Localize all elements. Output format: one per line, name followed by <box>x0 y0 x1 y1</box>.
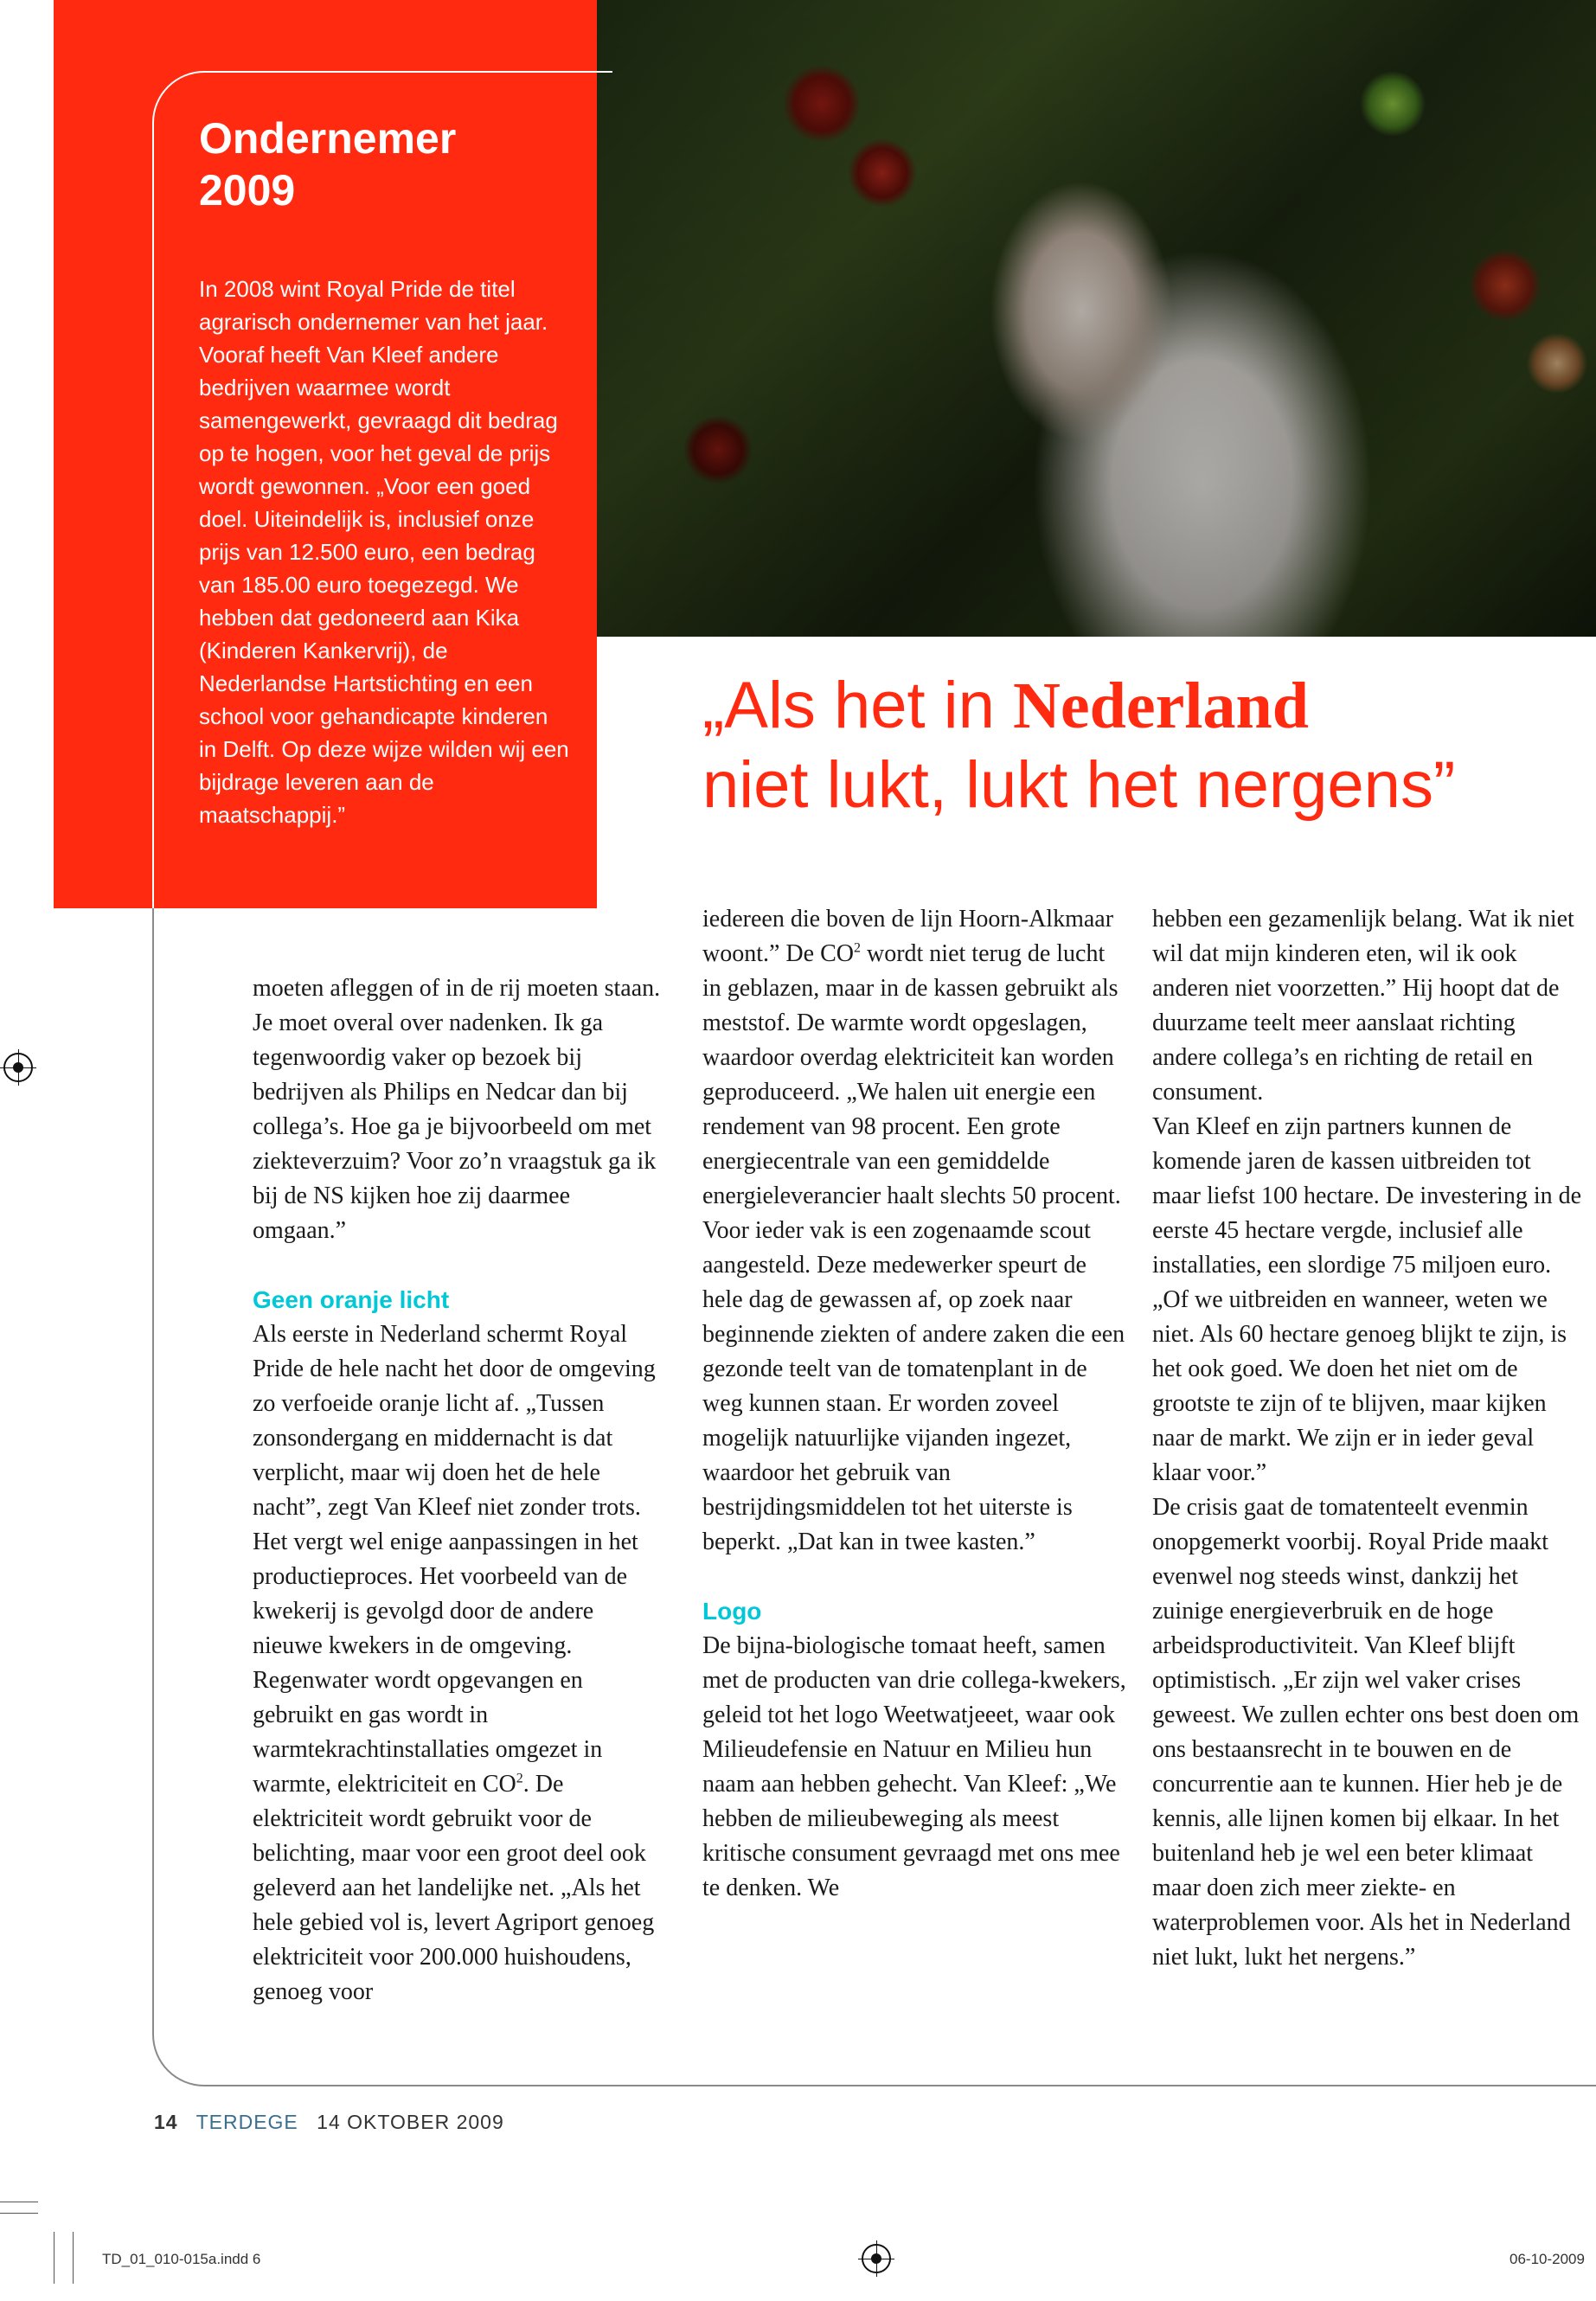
hero-photo <box>597 0 1596 637</box>
paragraph <box>702 902 1128 1214</box>
crop-mark <box>73 2232 74 2284</box>
paragraph: De bijna-biologische tomaat heeft, samen met de producten van drie collega-kwekers, geleid tot het logo Weetwatjeeet, waar ook Milieudefensie en Natuur en Milieu hun naam aan hebben gehecht. Van Kleef: „We hebben de milieubeweging als meest kritische consument gevraagd met ons mee te denken. We <box>702 1632 1126 1901</box>
slug-file: TD_01_010-015a.indd 6 <box>102 2251 261 2267</box>
paragraph-text: Regenwater wordt opgevangen en gebruikt en gas wordt in warmtekrachtinstallaties omgezet in warmte, elektriciteit en CO <box>253 1667 603 1798</box>
sidebar-body: In 2008 wint Royal Pride de titel agrarisch ondernemer van het jaar. Vooraf heeft Van Kleef andere bedrijven waarmee wordt samengewerkt, gevraagd dit bedrag op te hogen, voor het geval de prijs wordt gewonnen. „Voor een goed doel. Uiteindelijk is, inclusief onze prijs van 12.500 euro, een bedrag van 185.00 euro toegezegd. We hebben dat gedoneerd aan Kika (Kinderen Kankervrij), de Nederlandse Hartstichting en een school voor gehandicapte kinderen in Delft. Op deze wijze wilden wij een bijdrage leveren aan de maatschappij.” <box>199 276 569 828</box>
paragraph: De crisis gaat de tomatenteelt evenmin onopgemerkt voorbij. Royal Pride maakt evenwel nog steeds winst, dankzij het zuinige energieverbruik en de hoge arbeidsproductiviteit. Van Kleef blijft optimistisch. „Er zijn wel vaker crises geweest. We zullen echter ons best doen om ons bestaansrecht in te bouwen en de concurrentie aan te kunnen. Hier heb je de kennis, alle lijnen komen bij elkaar. In het buitenland heb je wel een beter klimaat maar doen zich meer ziekte- en waterproblemen voor. Als het in Nederland niet lukt, lukt het nergens.” <box>1152 1494 1580 1971</box>
paragraph-text: iedereen die boven de lijn Hoorn-Alkmaar woont.” De CO <box>702 906 1114 967</box>
registration-dot <box>871 2253 881 2264</box>
crop-mark <box>0 2213 38 2214</box>
sidebar-title-line2: 2009 <box>199 166 296 215</box>
registration-mark-icon <box>3 1053 33 1082</box>
page-number: 14 <box>154 2111 178 2133</box>
slug-date: 06-10-2009 <box>1509 2251 1585 2267</box>
superscript: 2 <box>516 1771 523 1786</box>
paragraph: Van Kleef en zijn partners kunnen de komende jaren de kassen uitbreiden tot maar liefst 100 hectare. De investering in de eerste 45 hectare vergde, inclusief alle installaties, een slordige 75 miljoen euro. „Of we uitbreiden en wanneer, weten we niet. Als 60 hectare genoeg blijkt te zijn, is het ook goed. We doen het niet om de grootste te zijn of te blijven, maar kijken naar de markt. We zijn er in ieder geval klaar voor.” <box>1152 1113 1582 1486</box>
article-column-1 <box>253 971 668 2009</box>
pull-quote-start: „Als het in <box>702 669 1014 742</box>
article-column-2 <box>702 902 1128 1906</box>
paragraph-text: wordt niet terug de lucht in geblazen, maar in de kassen gebruikt als meststof. De warmte wordt opgeslagen, waardoor overdag elektriciteit kan worden geproduceerd. „We halen uit energie een rendement van 98 procent. Een grote energiecentrale van een gemiddelde energieleverancier haalt slechts 50 procent. <box>702 940 1121 1209</box>
section-heading-logo: Logo <box>702 1598 762 1625</box>
article-column-3 <box>1152 902 1585 1975</box>
paragraph: hebben een gezamenlijk belang. Wat ik niet wil dat mijn kinderen eten, wil ik ook anderen niet voorzetten.” Hij hoopt dat de duurzame teelt meer aanslaat richting andere collega’s en richting de retail en consument. <box>1152 906 1574 1106</box>
issue-date: 14 OKTOBER 2009 <box>317 2111 504 2133</box>
sidebar-title-line1: Ondernemer <box>199 114 457 163</box>
paragraph-text: . De elektriciteit wordt gebruikt voor de belichting, maar voor een groot deel ook geleverd aan het landelijke net. „Als het hele gebied vol is, levert Agriport genoeg elektriciteit voor 200.000 huishoudens, genoeg voor <box>253 1771 655 2005</box>
magazine-name: TERDEGE <box>195 2111 298 2133</box>
pull-quote <box>702 666 1567 825</box>
paragraph: moeten afleggen of in de rij moeten staan. Je moet overal over nadenken. Ik ga tegenwoordig vaker op bezoek bij bedrijven als Philips en Nedcar dan bij collega’s. Hoe ga je bijvoorbeeld om met ziekteverzuim? Voor zo’n vraagstuk ga ik bij de NS kijken hoe zij daarmee omgaan.” <box>253 975 661 1244</box>
registration-mark-icon <box>862 2244 891 2273</box>
registration-dot <box>13 1062 23 1073</box>
superscript: 2 <box>853 940 861 956</box>
paragraph: Voor ieder vak is een zogenaamde scout aangesteld. Deze medewerker speurt de hele dag de gewassen af, op zoek naar beginnende ziekten of andere zaken die een gezonde teelt van de tomatenplant in de weg kunnen staan. Er worden zoveel mogelijk natuurlijke vijanden ingezet, waardoor het gebruik van bestrijdingsmiddelen tot het uiterste is beperkt. „Dat kan in twee kasten.” <box>702 1217 1125 1555</box>
paragraph <box>253 1663 668 2009</box>
paragraph: Als eerste in Nederland schermt Royal Pride de hele nacht het door de omgeving zo verfoeide oranje licht af. „Tussen zonsondergang en middernacht is dat verplicht, maar wij doen het de hele nacht”, zegt Van Kleef niet zonder trots. Het vergt wel enige aanpassingen in het productieproces. Het voorbeeld van de kwekerij is gevolgd door de andere nieuwe kwekers in de omgeving. <box>253 1321 656 1659</box>
section-heading-geen-oranje-licht: Geen oranje licht <box>253 1286 450 1313</box>
pull-quote-line2: niet lukt, lukt het nergens” <box>702 748 1456 822</box>
page-footer <box>154 2111 504 2134</box>
photo-shade <box>597 0 1596 637</box>
pull-quote-emphasis: Nederland <box>1013 670 1310 742</box>
sidebar-title <box>199 112 562 216</box>
